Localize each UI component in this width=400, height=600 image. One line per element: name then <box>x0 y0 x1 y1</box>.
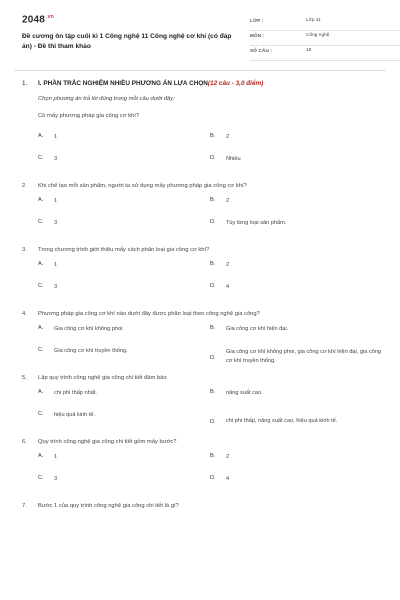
section-score: (12 câu - 3,0 điểm) <box>207 80 264 87</box>
question-stem <box>22 497 382 511</box>
question-text: Phương pháp gia công cơ khí nào dưới đây được phân loại theo công nghệ gia công? <box>38 311 260 317</box>
answer-options <box>38 261 382 305</box>
question-stem <box>22 241 382 255</box>
question-number: 3. <box>22 247 27 253</box>
site-logo[interactable]: $2048^{.vn}$ <box>22 14 54 26</box>
answer-option[interactable] <box>38 283 210 305</box>
answer-option[interactable] <box>210 411 382 433</box>
option-row <box>38 197 382 219</box>
option-letter: D. <box>210 355 216 361</box>
option-text: năng suất cao. <box>226 390 263 396</box>
answer-options <box>38 197 382 241</box>
answer-option[interactable] <box>210 453 382 475</box>
option-text: Tùy từng loại sản phẩm. <box>226 220 287 226</box>
section-number: 1. <box>22 80 28 87</box>
answer-options <box>38 453 382 497</box>
option-text: Gia công cơ khí không phoi. <box>54 326 124 332</box>
meta-value: Lớp 11 <box>306 18 321 23</box>
option-row <box>38 389 382 411</box>
option-row <box>38 347 382 369</box>
option-text: 3 <box>54 156 58 162</box>
answer-options <box>38 133 382 177</box>
answer-option[interactable] <box>38 219 210 241</box>
question-item <box>22 305 382 369</box>
answer-option[interactable] <box>38 453 210 475</box>
meta-value: Công nghệ <box>306 33 330 38</box>
option-row <box>38 155 382 177</box>
option-letter: B. <box>210 133 216 139</box>
bottom-fade <box>0 588 400 600</box>
meta-key: SỐ CÂU : <box>250 48 273 53</box>
option-text: 4 <box>226 284 230 290</box>
option-row <box>38 219 382 241</box>
question-text: Quy trình công nghệ gia công chi tiết gồm mấy bước? <box>38 439 177 445</box>
meta-key: LỚP : <box>250 18 264 23</box>
option-text: 2 <box>226 134 230 140</box>
option-text: 1 <box>54 134 58 140</box>
option-text: 1 <box>54 198 58 204</box>
question-item <box>22 497 382 511</box>
option-text: 3 <box>54 220 58 226</box>
question-stem <box>22 369 382 383</box>
answer-option[interactable] <box>210 389 382 411</box>
question-number: 7. <box>22 503 27 509</box>
option-letter: A. <box>38 325 44 331</box>
document-title: Đề cương ôn tập cuối kì 1 Công nghệ 11 Công nghệ cơ khí (có đáp án) - Đề thi tham khảo <box>22 33 232 50</box>
answer-option[interactable] <box>210 261 382 283</box>
option-letter: D. <box>210 419 216 425</box>
answer-option[interactable] <box>38 411 210 433</box>
question-item <box>22 241 382 305</box>
question-text: Trong chương trình giới thiệu mấy cách phân loại gia công cơ khí? <box>38 247 210 253</box>
answer-option[interactable] <box>38 347 210 369</box>
document-body <box>22 80 382 511</box>
option-text: 3 <box>54 284 58 290</box>
answer-option[interactable] <box>38 325 210 347</box>
option-letter: B. <box>210 261 216 267</box>
answer-option[interactable] <box>38 475 210 497</box>
question-stem <box>22 113 382 127</box>
question-item <box>22 113 382 177</box>
header-divider <box>14 70 386 71</box>
option-row <box>38 283 382 305</box>
option-text: 2 <box>226 198 230 204</box>
option-letter: D. <box>210 475 216 481</box>
section-title <box>22 80 382 94</box>
option-row <box>38 475 382 497</box>
option-letter: D. <box>210 283 216 289</box>
answer-option[interactable] <box>38 155 210 177</box>
question-text: Có mấy phương pháp gia công cơ khí? <box>38 113 140 119</box>
answer-option[interactable] <box>38 133 210 155</box>
option-letter: B. <box>210 389 216 395</box>
answer-option[interactable] <box>210 155 382 177</box>
option-row <box>38 453 382 475</box>
section-instruction: Chọn phương án trả lời đúng trong mỗi câu dưới đây: <box>38 96 175 102</box>
answer-option[interactable] <box>210 347 382 369</box>
option-text: 2 <box>226 262 230 268</box>
question-text: Bước 1 của quy trình công nghệ gia công chi tiết là gì? <box>38 503 179 509</box>
option-row <box>38 411 382 433</box>
option-letter: D. <box>210 219 216 225</box>
answer-option[interactable] <box>210 325 382 347</box>
option-row <box>38 133 382 155</box>
option-text: Gia công cơ khí không phoi, gia công cơ khí hiện đại, gia công cơ khí truyền thống. <box>226 349 382 364</box>
answer-option[interactable] <box>210 475 382 497</box>
question-number: 2. <box>22 183 27 189</box>
option-letter: C. <box>38 411 44 417</box>
answer-options <box>38 325 382 369</box>
answer-option[interactable] <box>210 219 382 241</box>
option-letter: A. <box>38 133 44 139</box>
option-text: Gia công cơ khí hiện đại. <box>226 326 289 332</box>
question-list <box>22 113 382 511</box>
option-text: 4 <box>226 476 230 482</box>
option-letter: A. <box>38 197 44 203</box>
option-row <box>38 325 382 347</box>
option-text: 2 <box>226 454 230 460</box>
option-text: Gia công cơ khí truyền thống. <box>54 348 128 354</box>
question-text: Lập quy trình công nghệ gia công chi tiết đảm bảo <box>38 375 167 381</box>
option-row <box>38 261 382 283</box>
option-letter: A. <box>38 389 44 395</box>
option-letter: A. <box>38 453 44 459</box>
question-stem <box>22 177 382 191</box>
option-text: Nhiều <box>226 156 241 162</box>
question-number: 4. <box>22 311 27 317</box>
option-letter: C. <box>38 475 44 481</box>
option-letter: C. <box>38 219 44 225</box>
option-letter: B. <box>210 197 216 203</box>
question-number: 6. <box>22 439 27 445</box>
answer-option[interactable] <box>38 261 210 283</box>
option-letter: B. <box>210 453 216 459</box>
option-text: hiệu quả kinh tế. <box>54 412 96 418</box>
meta-row-class <box>250 16 400 31</box>
option-letter: A. <box>38 261 44 267</box>
question-item <box>22 369 382 433</box>
question-number: 5. <box>22 375 27 381</box>
answer-option[interactable] <box>38 389 210 411</box>
meta-row-subject <box>250 31 400 46</box>
document-header <box>22 14 382 66</box>
section-heading: I. PHẦN TRẮC NGHIỆM NHIỀU PHƯƠNG ÁN LỰA CHỌN <box>38 80 208 87</box>
meta-value: 18 <box>306 48 312 53</box>
question-text: Khi chế tạo mỗi sản phẩm, người ta sử dụng mấy phương pháp gia công cơ khí? <box>38 183 247 189</box>
answer-options <box>38 389 382 433</box>
option-text: chi phí thấp, năng suất cao, hiệu quả kinh tế. <box>226 417 338 424</box>
document-meta <box>250 16 400 61</box>
meta-key: MÔN : <box>250 33 265 38</box>
answer-option[interactable] <box>210 197 382 219</box>
meta-row-question-count <box>250 46 400 61</box>
answer-option[interactable] <box>210 133 382 155</box>
option-letter: C. <box>38 347 44 353</box>
option-text: chi phí thấp nhất. <box>54 390 97 396</box>
option-letter: C. <box>38 283 44 289</box>
answer-option[interactable] <box>38 197 210 219</box>
option-text: 1 <box>54 454 58 460</box>
answer-option[interactable] <box>210 283 382 305</box>
option-letter: D. <box>210 155 216 161</box>
option-text: 3 <box>54 476 58 482</box>
question-item <box>22 177 382 241</box>
question-stem <box>22 433 382 447</box>
option-letter: C. <box>38 155 44 161</box>
option-text: 1 <box>54 262 58 268</box>
question-stem <box>22 305 382 319</box>
option-letter: B. <box>210 325 216 331</box>
question-item <box>22 433 382 497</box>
